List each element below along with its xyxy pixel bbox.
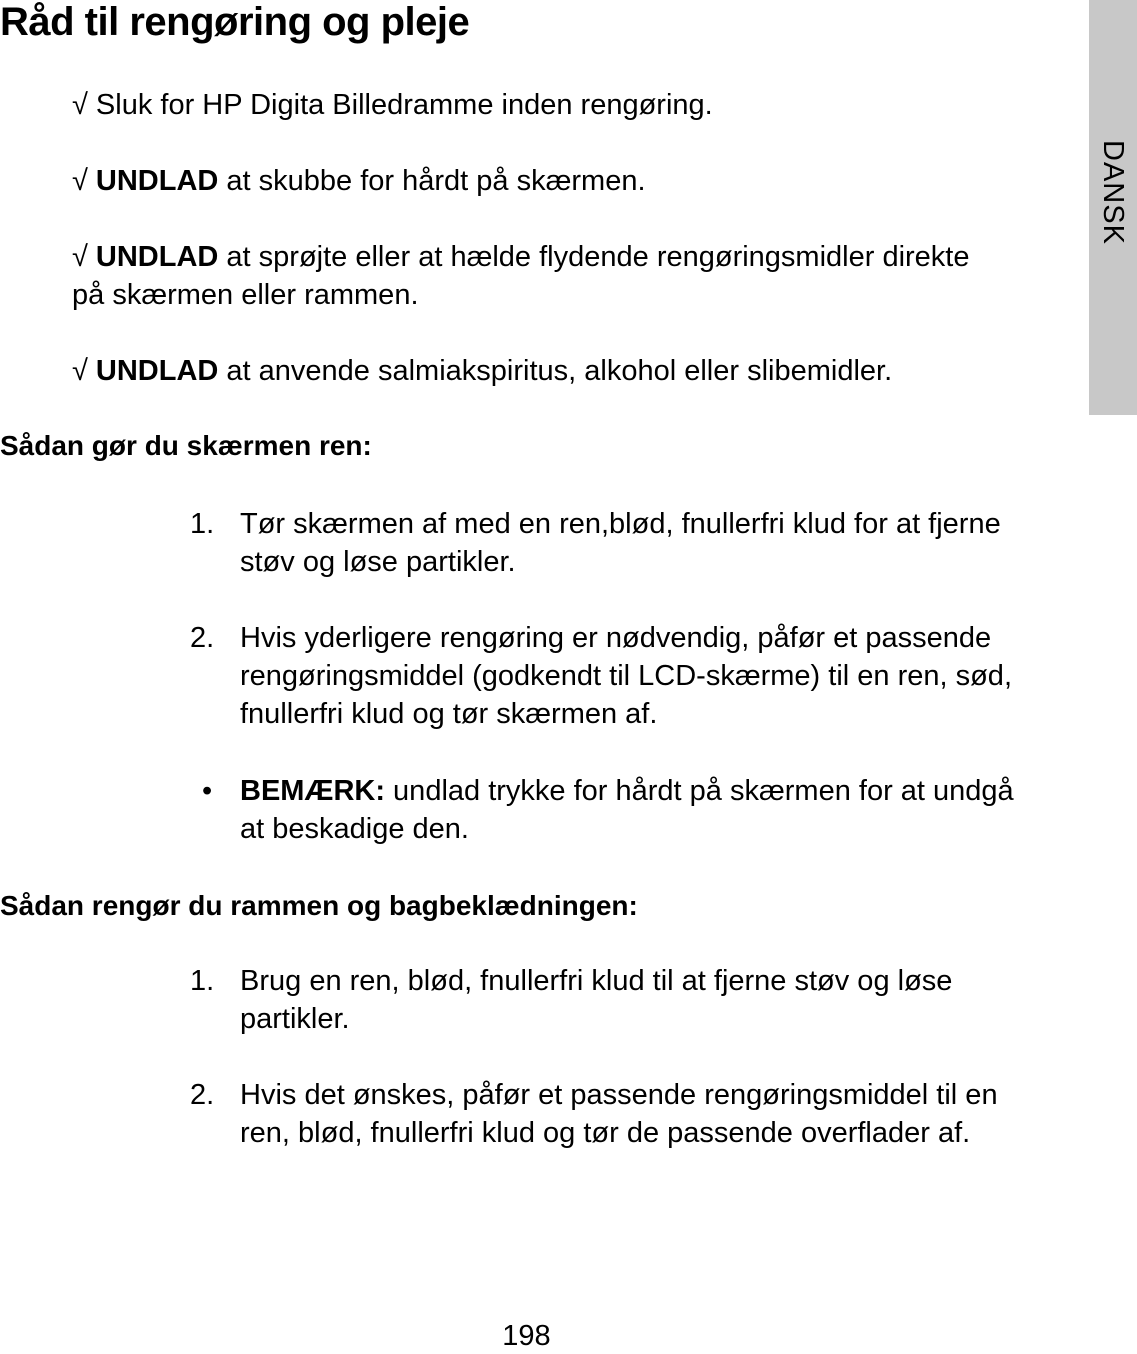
list-item-text: Hvis det ønskes, påfør et passende rengøringsmiddel til en ren, blød, fnullerfri klud og tør de passende overflader af. — [240, 1079, 998, 1149]
tip-item — [72, 162, 1032, 200]
language-tab — [1089, 0, 1137, 415]
tip-item — [72, 86, 1032, 124]
list-number: 1. — [190, 508, 215, 540]
list-number: 2. — [190, 1079, 215, 1111]
tip-item — [72, 238, 982, 314]
note-item — [190, 772, 1020, 848]
list-item — [190, 962, 1050, 1038]
list-item — [190, 619, 1040, 733]
tip-text: Sluk for HP Digita Billedramme inden rengøring. — [95, 89, 713, 121]
bullet-icon: • — [202, 775, 213, 807]
tip-emphasis: UNDLAD — [95, 241, 219, 273]
list-item-text: Hvis yderligere rengøring er nødvendig, påfør et passende rengøringsmiddel (godkendt til LCD-skærme) til en ren, sød, fnullerfri klud og tør skærmen af. — [240, 622, 1012, 730]
check-icon: √ — [72, 165, 88, 197]
screen-section-heading: Sådan gør du skærmen ren: — [0, 430, 372, 461]
note-label: BEMÆRK: — [240, 775, 385, 807]
page-number: 198 — [502, 1320, 551, 1352]
page-title: Råd til rengøring og pleje — [0, 0, 470, 44]
tip-text: at sprøjte eller at hælde flydende rengøringsmidler direkte på skærmen eller rammen. — [72, 241, 970, 311]
list-item-text: Brug en ren, blød, fnullerfri klud til at fjerne støv og løse partikler. — [240, 965, 953, 1035]
frame-section-heading: Sådan rengør du rammen og bagbeklædningen: — [0, 890, 638, 921]
tip-emphasis: UNDLAD — [95, 355, 219, 387]
note-text: undlad trykke for hårdt på skærmen for at undgå at beskadige den. — [240, 775, 1014, 845]
tip-item — [72, 352, 1032, 390]
tip-text: at anvende salmiakspiritus, alkohol eller slibemidler. — [218, 355, 893, 387]
tip-text: at skubbe for hårdt på skærmen. — [218, 165, 646, 197]
list-number: 2. — [190, 622, 215, 654]
check-icon: √ — [72, 89, 88, 121]
list-number: 1. — [190, 965, 215, 997]
check-icon: √ — [72, 355, 88, 387]
tip-emphasis: UNDLAD — [95, 165, 219, 197]
language-tab-label: DANSK — [1097, 140, 1129, 245]
list-item-text: Tør skærmen af med en ren,blød, fnullerfri klud for at fjerne støv og løse partikler. — [240, 508, 1001, 578]
list-item — [190, 1076, 1020, 1152]
list-item — [190, 505, 1020, 581]
check-icon: √ — [72, 241, 88, 273]
